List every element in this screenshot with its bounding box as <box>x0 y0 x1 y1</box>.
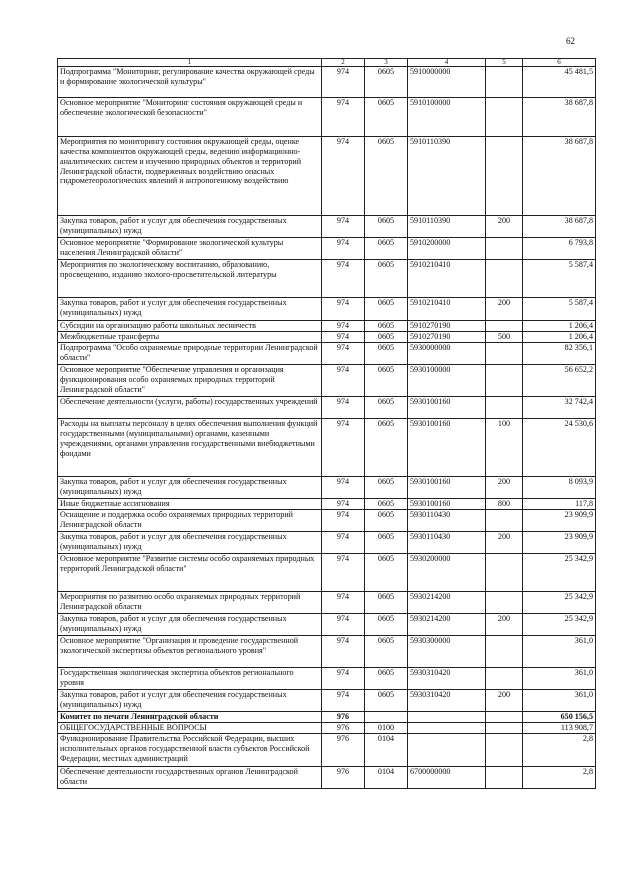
cell-expense <box>486 260 523 298</box>
table-row <box>58 332 596 343</box>
cell-expense: 200 <box>486 690 523 712</box>
cell-amount: 650 156,5 <box>523 712 596 723</box>
cell-target: 5910200000 <box>408 238 486 260</box>
page-number: 62 <box>566 36 575 46</box>
cell-code: 974 <box>322 298 365 321</box>
cell-code: 976 <box>322 767 365 789</box>
cell-amount: 2,8 <box>523 734 596 767</box>
cell-amount: 32 742,4 <box>523 397 596 419</box>
cell-code: 974 <box>322 365 365 397</box>
cell-target: 5930100000 <box>408 365 486 397</box>
table-row <box>58 712 596 723</box>
cell-section: 0605 <box>365 332 408 343</box>
cell-section: 0605 <box>365 260 408 298</box>
cell-amount: 361,0 <box>523 668 596 690</box>
cell-section: 0605 <box>365 343 408 365</box>
cell-name: Основное мероприятие "Развитие системы особо охраняемых природных территорий Ленинградской области" <box>58 554 322 592</box>
cell-expense: 200 <box>486 477 523 499</box>
cell-code: 974 <box>322 554 365 592</box>
cell-expense <box>486 510 523 532</box>
cell-name: Расходы на выплаты персоналу в целях обеспечения выполнения функций государственными (муниципальными) органами, казенными учреждениями, органами управления государственными внебюджетными фондами <box>58 419 322 477</box>
table-row <box>58 723 596 734</box>
cell-target: 5930110430 <box>408 510 486 532</box>
table-row <box>58 365 596 397</box>
cell-amount: 25 342,9 <box>523 614 596 636</box>
cell-amount: 113 908,7 <box>523 723 596 734</box>
cell-code: 974 <box>322 67 365 98</box>
cell-expense <box>486 397 523 419</box>
cell-code: 974 <box>322 397 365 419</box>
table-row <box>58 67 596 98</box>
cell-section: 0605 <box>365 668 408 690</box>
header-cell: 6 <box>523 59 596 67</box>
cell-name: Основное мероприятие "Формирование экологической культуры населения Ленинградской области" <box>58 238 322 260</box>
cell-expense <box>486 343 523 365</box>
cell-name: Субсидии на организацию работы школьных лесничеств <box>58 321 322 332</box>
cell-code: 974 <box>322 98 365 137</box>
cell-code: 974 <box>322 216 365 238</box>
cell-section <box>365 712 408 723</box>
cell-target: 5910100000 <box>408 98 486 137</box>
cell-amount: 361,0 <box>523 636 596 668</box>
cell-code: 974 <box>322 419 365 477</box>
cell-name: Функционирование Правительства Российской Федерации, высших исполнительных органов государственной власти субъектов Российской Федерации, местных администраций <box>58 734 322 767</box>
cell-amount: 38 687,8 <box>523 98 596 137</box>
table-row <box>58 216 596 238</box>
cell-section: 0605 <box>365 298 408 321</box>
cell-amount: 23 909,9 <box>523 532 596 554</box>
table-row <box>58 260 596 298</box>
cell-name: Закупка товаров, работ и услуг для обеспечения государственных (муниципальных) нужд <box>58 690 322 712</box>
cell-name: Мероприятия по развитию особо охраняемых природных территорий Ленинградской области <box>58 592 322 614</box>
cell-section: 0605 <box>365 419 408 477</box>
cell-target: 5910210410 <box>408 298 486 321</box>
cell-expense <box>486 137 523 216</box>
cell-amount: 1 206,4 <box>523 321 596 332</box>
cell-name: Основное мероприятие "Обеспечение управления и организация функционирования особо охраняемых природных территорий Ленинградской области" <box>58 365 322 397</box>
cell-name: Обеспечение деятельности государственных органов Ленинградской области <box>58 767 322 789</box>
cell-section: 0605 <box>365 690 408 712</box>
cell-section: 0605 <box>365 499 408 510</box>
cell-section: 0605 <box>365 98 408 137</box>
table-row <box>58 734 596 767</box>
cell-name: Мероприятия по мониторингу состояния окружающей среды, оценке качества компонентов окружающей среды, ведению информационно-аналитических систем и изучению природных объектов и территорий Ленинградской области, подверженных воздействию опасных гидрометеорологических явлений и антропогенному воздействию <box>58 137 322 216</box>
cell-code: 976 <box>322 734 365 767</box>
cell-target: 5930200000 <box>408 554 486 592</box>
cell-name: Закупка товаров, работ и услуг для обеспечения государственных (муниципальных) нужд <box>58 532 322 554</box>
cell-expense <box>486 767 523 789</box>
cell-code: 974 <box>322 668 365 690</box>
cell-code: 974 <box>322 510 365 532</box>
cell-name: Закупка товаров, работ и услуг для обеспечения государственных (муниципальных) нужд <box>58 614 322 636</box>
cell-target <box>408 734 486 767</box>
cell-amount: 23 909,9 <box>523 510 596 532</box>
cell-target: 5910000000 <box>408 67 486 98</box>
table-row <box>58 767 596 789</box>
cell-target: 5930310420 <box>408 690 486 712</box>
cell-section: 0104 <box>365 767 408 789</box>
cell-name: Межбюджетные трансферты <box>58 332 322 343</box>
header-cell: 2 <box>322 59 365 67</box>
cell-name: Мероприятия по экологическому воспитанию, образованию, просвещению, изданию эколого-просветительской литературы <box>58 260 322 298</box>
cell-target: 5910210410 <box>408 260 486 298</box>
cell-amount: 8 093,9 <box>523 477 596 499</box>
table-row <box>58 419 596 477</box>
cell-amount: 38 687,8 <box>523 216 596 238</box>
cell-target <box>408 723 486 734</box>
cell-amount: 6 793,8 <box>523 238 596 260</box>
cell-name: Иные бюджетные ассигнования <box>58 499 322 510</box>
table-row <box>58 592 596 614</box>
cell-section: 0605 <box>365 365 408 397</box>
cell-amount: 24 530,6 <box>523 419 596 477</box>
cell-code: 976 <box>322 712 365 723</box>
cell-code: 974 <box>322 343 365 365</box>
cell-amount: 25 342,9 <box>523 554 596 592</box>
cell-section: 0605 <box>365 67 408 98</box>
cell-section: 0605 <box>365 137 408 216</box>
cell-code: 974 <box>322 532 365 554</box>
header-cell: 5 <box>486 59 523 67</box>
cell-target: 5930000000 <box>408 343 486 365</box>
cell-code: 974 <box>322 592 365 614</box>
cell-target: 5910110390 <box>408 137 486 216</box>
cell-code: 974 <box>322 614 365 636</box>
table-row <box>58 477 596 499</box>
cell-target: 5930100160 <box>408 419 486 477</box>
table-row <box>58 499 596 510</box>
cell-code: 974 <box>322 332 365 343</box>
cell-expense: 200 <box>486 216 523 238</box>
table-row <box>58 397 596 419</box>
cell-section: 0605 <box>365 614 408 636</box>
cell-section: 0605 <box>365 477 408 499</box>
cell-target: 5930100160 <box>408 499 486 510</box>
cell-section: 0605 <box>365 554 408 592</box>
cell-section: 0100 <box>365 723 408 734</box>
cell-amount: 56 652,2 <box>523 365 596 397</box>
cell-code: 974 <box>322 477 365 499</box>
header-cell: 4 <box>408 59 486 67</box>
cell-name: Основное мероприятие "Мониторинг состояния окружающей среды и обеспечение экологической безопасности" <box>58 98 322 137</box>
cell-amount: 45 481,5 <box>523 67 596 98</box>
cell-expense <box>486 238 523 260</box>
cell-expense: 800 <box>486 499 523 510</box>
cell-name: Закупка товаров, работ и услуг для обеспечения государственных (муниципальных) нужд <box>58 477 322 499</box>
table-row <box>58 532 596 554</box>
cell-name: Государственная экологическая экспертиза объектов регионального уровня <box>58 668 322 690</box>
cell-expense <box>486 98 523 137</box>
cell-target: 5930214200 <box>408 592 486 614</box>
cell-section: 0104 <box>365 734 408 767</box>
table-row <box>58 510 596 532</box>
cell-section: 0605 <box>365 321 408 332</box>
table-row <box>58 137 596 216</box>
header-cell: 3 <box>365 59 408 67</box>
cell-section: 0605 <box>365 592 408 614</box>
cell-name: Обеспечение деятельности (услуги, работы) государственных учреждений <box>58 397 322 419</box>
cell-expense <box>486 723 523 734</box>
cell-target: 5930100160 <box>408 397 486 419</box>
cell-section: 0605 <box>365 216 408 238</box>
header-cell: 1 <box>58 59 322 67</box>
cell-name: Основное мероприятие "Организация и проведение государственной экологической экспертизы объектов регионального уровня" <box>58 636 322 668</box>
cell-code: 974 <box>322 499 365 510</box>
table-row <box>58 98 596 137</box>
cell-expense <box>486 554 523 592</box>
cell-expense: 200 <box>486 614 523 636</box>
cell-name: Оснащение и поддержка особо охраняемых природных территорий Ленинградской области <box>58 510 322 532</box>
table-row <box>58 668 596 690</box>
cell-amount: 82 356,1 <box>523 343 596 365</box>
cell-expense <box>486 365 523 397</box>
cell-code: 974 <box>322 137 365 216</box>
cell-expense <box>486 734 523 767</box>
cell-code: 974 <box>322 690 365 712</box>
cell-target: 5930110430 <box>408 532 486 554</box>
cell-expense <box>486 592 523 614</box>
cell-target: 5910270190 <box>408 332 486 343</box>
table-row <box>58 614 596 636</box>
table-row <box>58 321 596 332</box>
table-row <box>58 690 596 712</box>
cell-expense <box>486 636 523 668</box>
cell-amount: 38 687,8 <box>523 137 596 216</box>
table-header-row <box>58 59 596 67</box>
cell-section: 0605 <box>365 397 408 419</box>
cell-expense <box>486 668 523 690</box>
cell-expense <box>486 712 523 723</box>
cell-target: 5930310420 <box>408 668 486 690</box>
cell-section: 0605 <box>365 510 408 532</box>
table-row <box>58 636 596 668</box>
cell-name: Комитет по печати Ленинградской области <box>58 712 322 723</box>
cell-code: 974 <box>322 238 365 260</box>
cell-expense <box>486 67 523 98</box>
table-row <box>58 298 596 321</box>
cell-section: 0605 <box>365 532 408 554</box>
cell-section: 0605 <box>365 238 408 260</box>
budget-table <box>57 58 596 789</box>
cell-expense <box>486 321 523 332</box>
table-row <box>58 554 596 592</box>
cell-expense: 200 <box>486 298 523 321</box>
cell-name: Закупка товаров, работ и услуг для обеспечения государственных (муниципальных) нужд <box>58 216 322 238</box>
cell-target: 5910110390 <box>408 216 486 238</box>
cell-amount: 2,8 <box>523 767 596 789</box>
cell-target: 5930100160 <box>408 477 486 499</box>
cell-target: 6700000000 <box>408 767 486 789</box>
cell-target <box>408 712 486 723</box>
cell-code: 974 <box>322 321 365 332</box>
cell-name: Закупка товаров, работ и услуг для обеспечения государственных (муниципальных) нужд <box>58 298 322 321</box>
cell-code: 974 <box>322 636 365 668</box>
table-row <box>58 238 596 260</box>
cell-expense: 100 <box>486 419 523 477</box>
cell-amount: 117,8 <box>523 499 596 510</box>
cell-amount: 25 342,9 <box>523 592 596 614</box>
cell-expense: 200 <box>486 532 523 554</box>
cell-target: 5930300000 <box>408 636 486 668</box>
cell-code: 974 <box>322 260 365 298</box>
cell-amount: 361,0 <box>523 690 596 712</box>
table-row <box>58 343 596 365</box>
cell-target: 5910270190 <box>408 321 486 332</box>
cell-name: Подпрограмма "Особо охраняемые природные территории Ленинградской области" <box>58 343 322 365</box>
cell-section: 0605 <box>365 636 408 668</box>
cell-target: 5930214200 <box>408 614 486 636</box>
cell-expense: 500 <box>486 332 523 343</box>
cell-code: 976 <box>322 723 365 734</box>
cell-amount: 5 587,4 <box>523 260 596 298</box>
cell-name: ОБЩЕГОСУДАРСТВЕННЫЕ ВОПРОСЫ <box>58 723 322 734</box>
cell-amount: 5 587,4 <box>523 298 596 321</box>
cell-name: Подпрограмма "Мониторинг, регулирование качества окружающей среды и формирование экологической культуры" <box>58 67 322 98</box>
cell-amount: 1 206,4 <box>523 332 596 343</box>
